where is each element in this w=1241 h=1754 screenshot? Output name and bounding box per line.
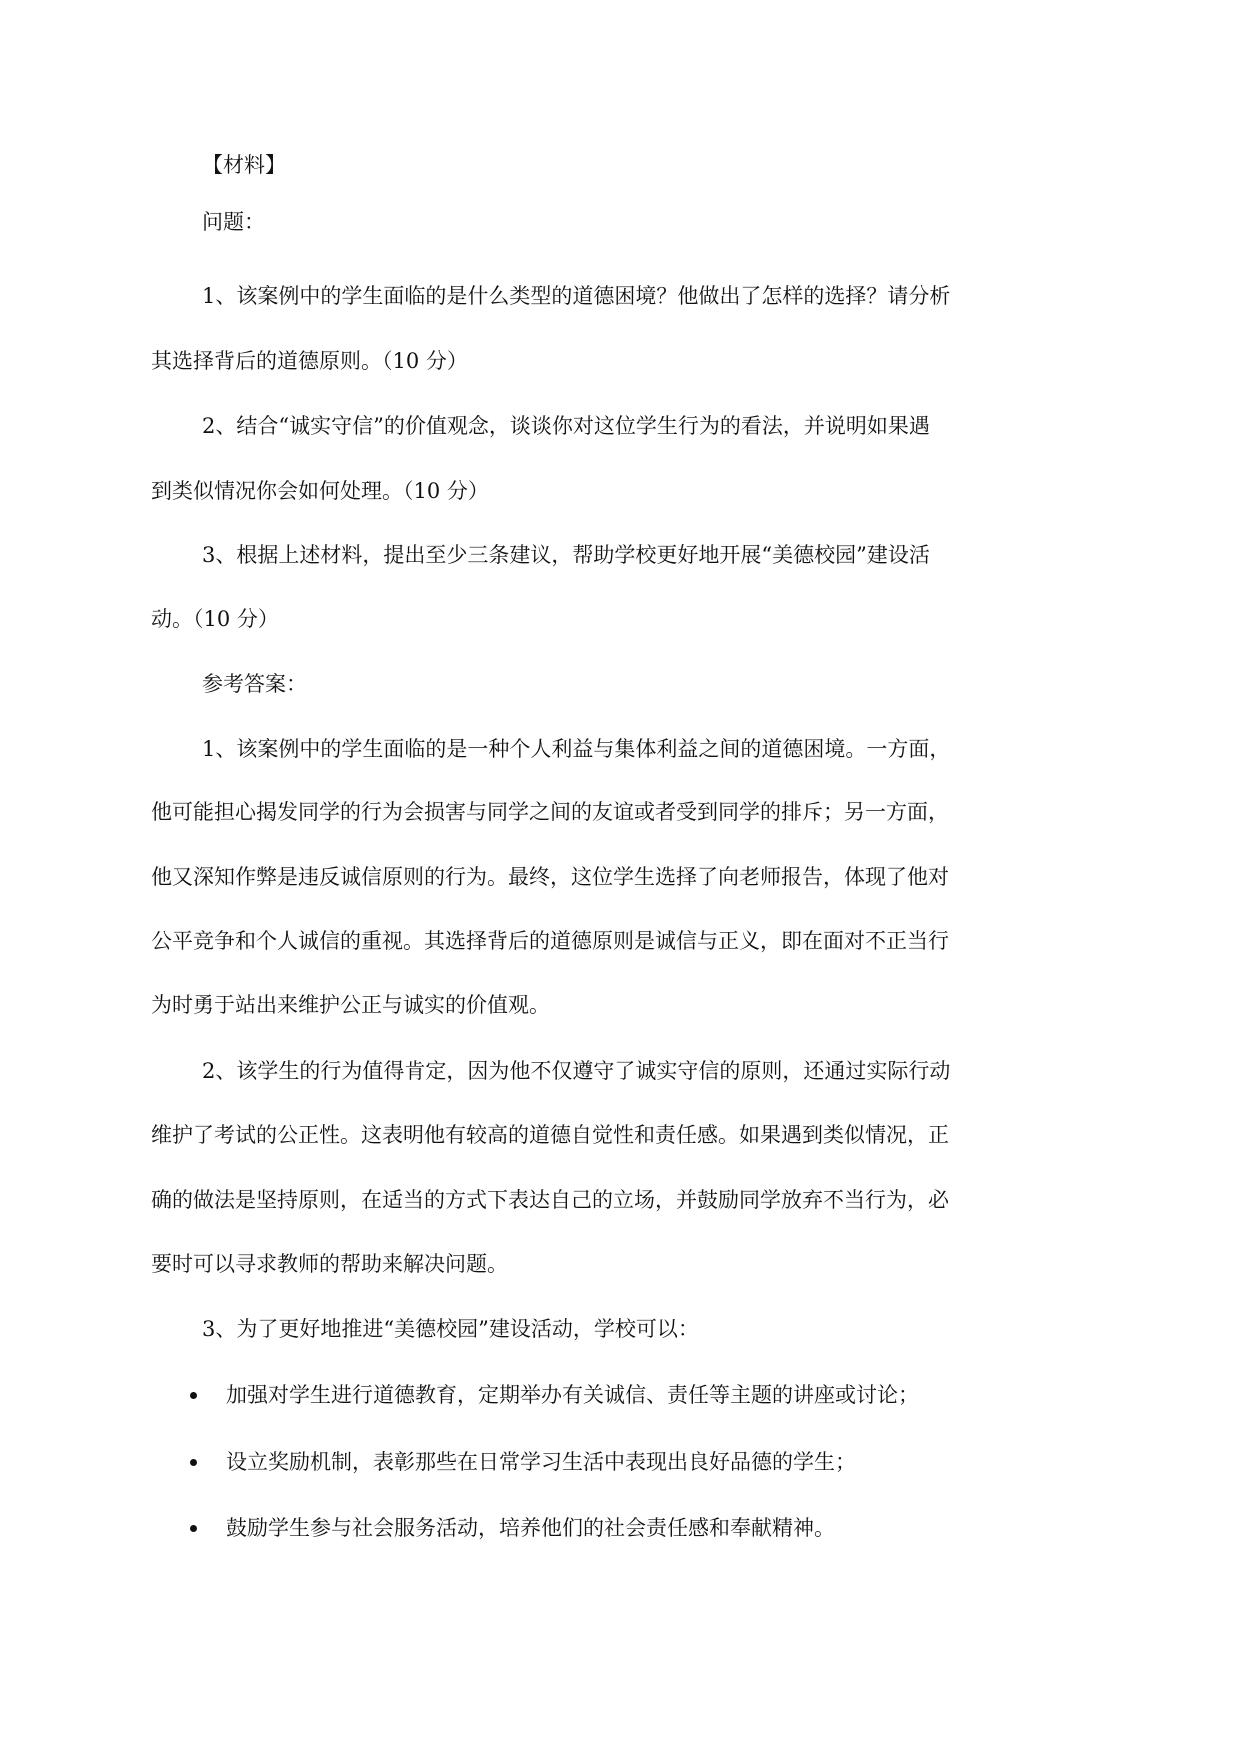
answer-1-line-3: 他又深知作弊是违反诚信原则的行为。最终，这位学生选择了向老师报告，体现了他对	[151, 865, 949, 889]
list-item-text: 鼓励学生参与社会服务活动，培养他们的社会责任感和奉献精神。	[226, 1516, 835, 1540]
question-3-line-2: 动。（10 分）	[151, 607, 279, 631]
questions-label: 问题：	[202, 210, 265, 234]
bullet-icon	[190, 1392, 197, 1399]
answer-2-line-2: 维护了考试的公正性。这表明他有较高的道德自觉性和责任感。如果遇到类似情况，正	[151, 1123, 949, 1147]
answer-1-line-5: 为时勇于站出来维护公正与诚实的价值观。	[151, 993, 550, 1017]
bullet-icon	[190, 1459, 197, 1466]
answer-1-line-4: 公平竞争和个人诚信的重视。其选择背后的道德原则是诚信与正义，即在面对不正当行	[151, 929, 949, 953]
list-item-text: 加强对学生进行道德教育，定期举办有关诚信、责任等主题的讲座或讨论；	[226, 1383, 919, 1407]
answer-2-line-4: 要时可以寻求教师的帮助来解决问题。	[151, 1252, 508, 1276]
material-heading: 【材料】	[202, 153, 286, 177]
answer-3-line-1: 3、为了更好地推进“美德校园”建设活动，学校可以：	[202, 1317, 699, 1341]
question-1-line-1: 1、该案例中的学生面临的是什么类型的道德困境？他做出了怎样的选择？请分析	[202, 284, 951, 308]
question-2-line-1: 2、结合“诚实守信”的价值观念，谈谈你对这位学生行为的看法，并说明如果遇	[202, 414, 930, 438]
bullet-icon	[190, 1525, 197, 1532]
answer-1-line-1: 1、该案例中的学生面临的是一种个人利益与集体利益之间的道德困境。一方面，	[202, 737, 951, 761]
question-1-line-2: 其选择背后的道德原则。（10 分）	[151, 349, 468, 373]
answer-1-line-2: 他可能担心揭发同学的行为会损害与同学之间的友谊或者受到同学的排斥；另一方面，	[151, 800, 949, 824]
answer-2-line-3: 确的做法是坚持原则，在适当的方式下表达自己的立场，并鼓励同学放弃不当行为，必	[151, 1188, 949, 1212]
question-3-line-1: 3、根据上述材料，提出至少三条建议，帮助学校更好地开展“美德校园”建设活	[202, 543, 930, 567]
list-item-text: 设立奖励机制，表彰那些在日常学习生活中表现出良好品德的学生；	[226, 1450, 856, 1474]
answers-label: 参考答案：	[202, 672, 307, 696]
question-2-line-2: 到类似情况你会如何处理。（10 分）	[151, 479, 489, 503]
answer-2-line-1: 2、该学生的行为值得肯定，因为他不仅遵守了诚实守信的原则，还通过实际行动	[202, 1059, 951, 1083]
